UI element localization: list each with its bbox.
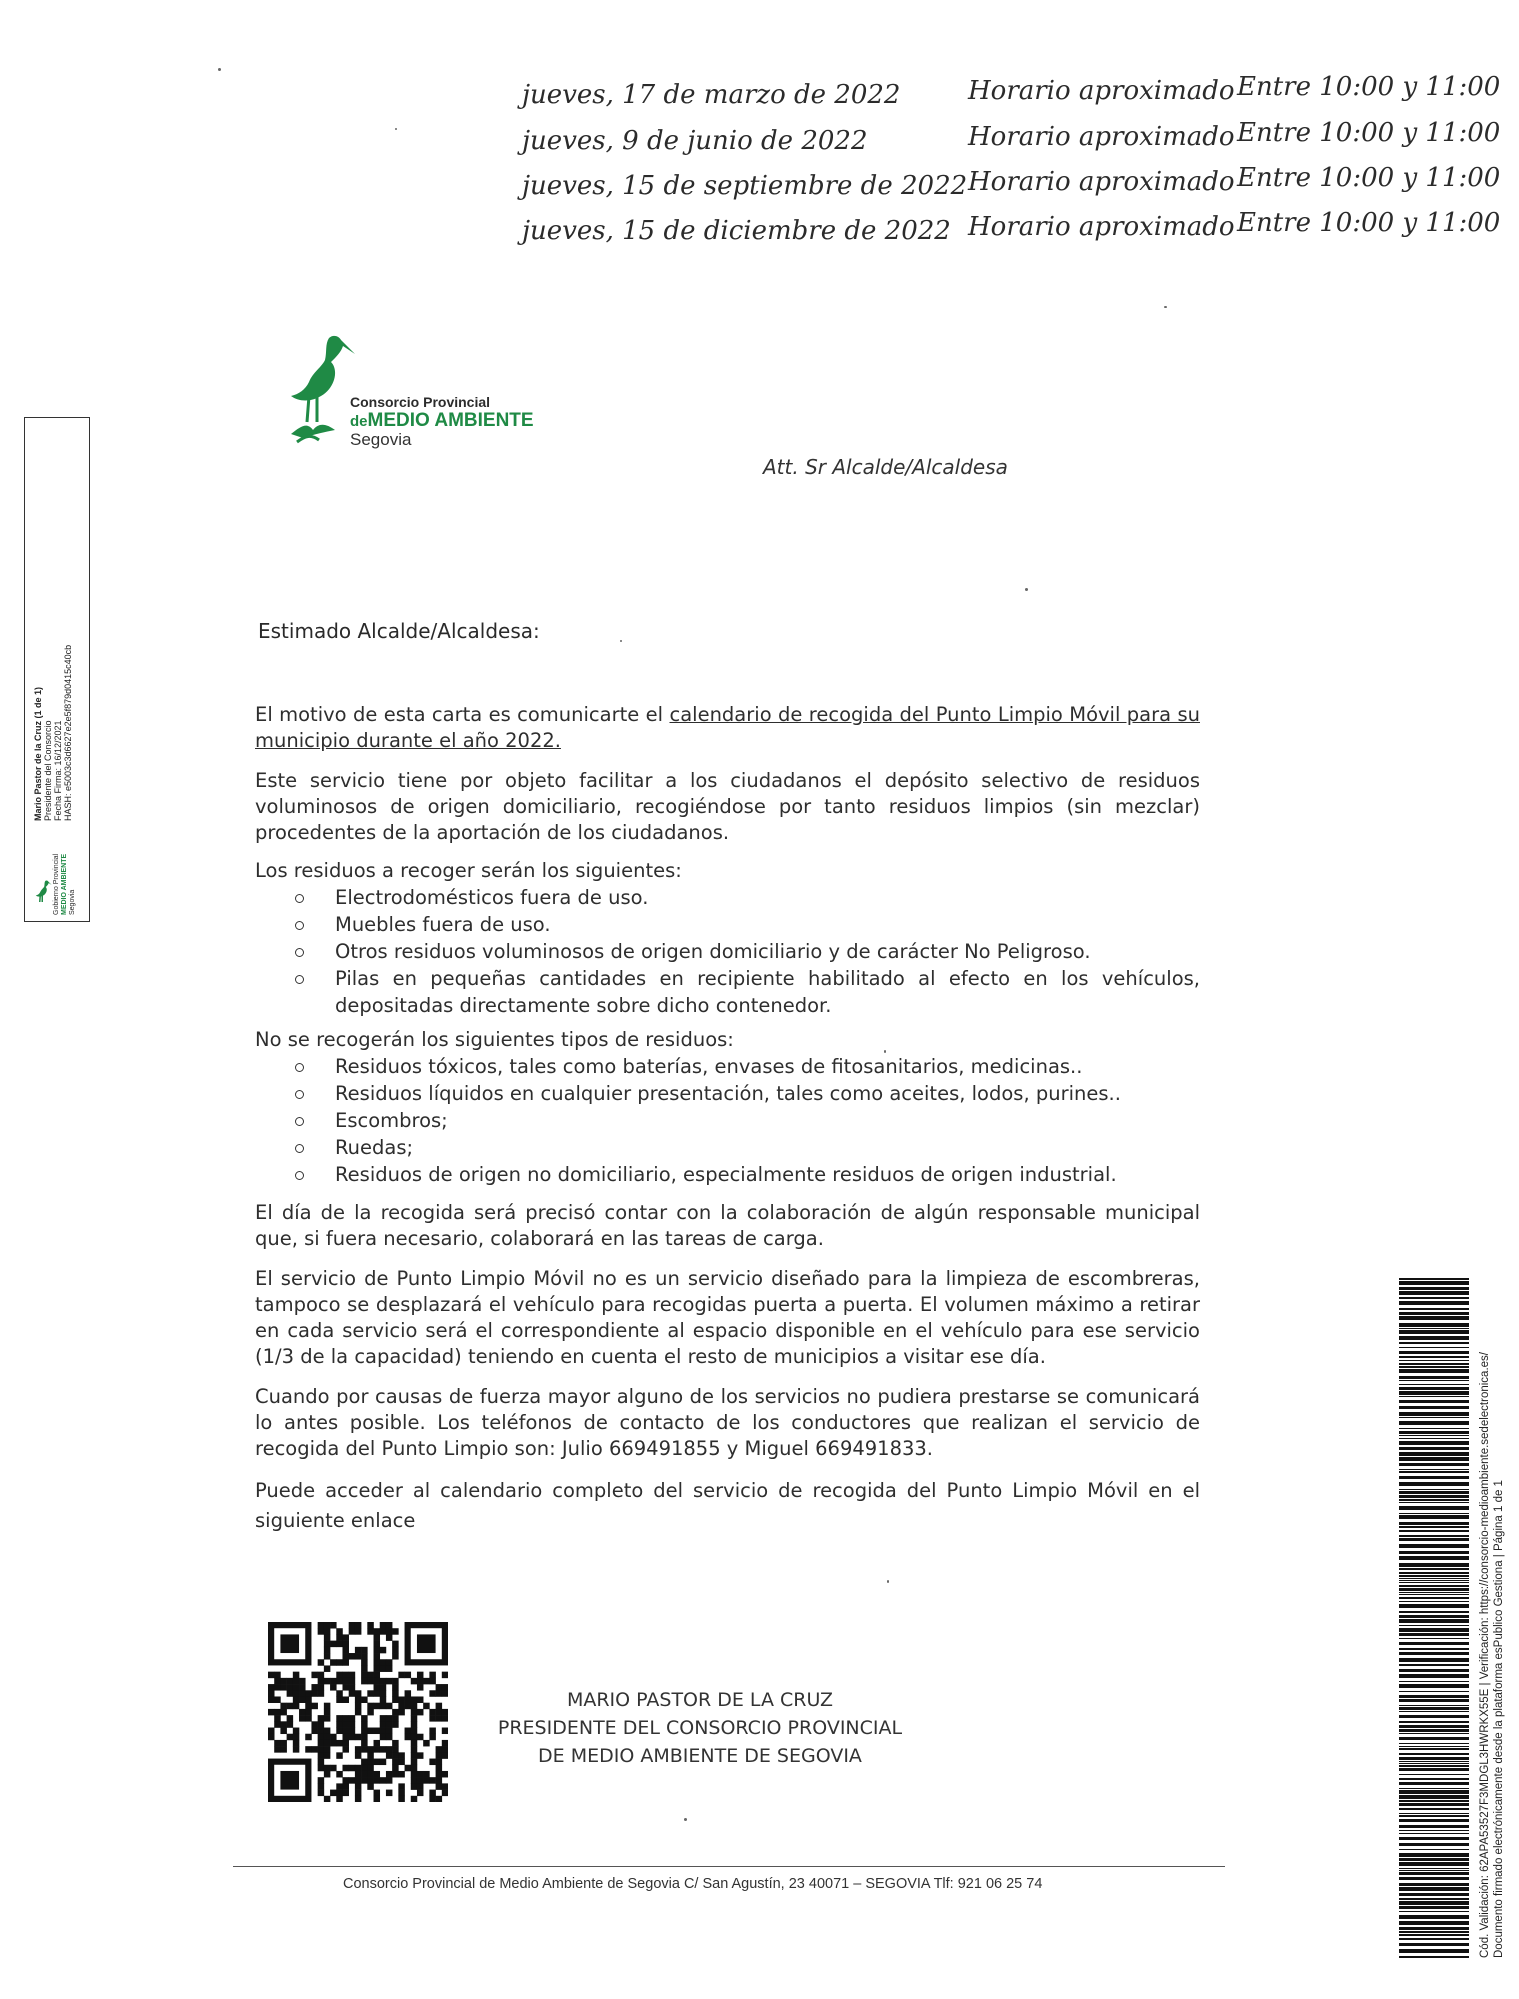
footer-address: Consorcio Provincial de Medio Ambiente de Segovia C/ San Agustín, 23 40071 – SEGOVIA Tlf: 921 06 25 74 — [343, 1876, 1043, 1892]
signature-stamp — [24, 417, 90, 922]
logo-line2-main: MEDIO AMBIENTE — [367, 410, 534, 431]
schedule-date: jueves, 15 de diciembre de 2022 — [522, 216, 951, 246]
scan-speck — [884, 1050, 886, 1053]
stamp-role: Presidente del Consorcio — [43, 720, 53, 821]
verification-line-1: Cód. Validación: 62APA53527F3MDGL3HWRKX55E | Verificación: https://consorcio-medioambiente.sedelectronica.es/ — [1479, 1352, 1491, 1958]
stamp-logo-line2: MEDIO AMBIENTE — [61, 853, 68, 915]
scan-speck — [887, 1580, 889, 1583]
scan-speck — [620, 640, 622, 642]
list-item: Muebles fuera de uso. — [255, 911, 1200, 938]
stamp-logo-line1: Gobierno Provincial — [53, 853, 60, 915]
signer-title-1: PRESIDENTE DEL CONSORCIO PROVINCIAL — [497, 1717, 903, 1739]
rejected-list — [255, 1053, 1200, 1188]
intro-prefix: El motivo de esta carta es comunicarte el — [255, 703, 670, 726]
verification-block — [1478, 1278, 1506, 1958]
greeting: Estimado Alcalde/Alcaldesa: — [258, 619, 540, 643]
list-item: Residuos tóxicos, tales como baterías, envases de fitosanitarios, medicinas.. — [255, 1053, 1200, 1080]
collaboration-paragraph: El día de la recogida será precisó contar con la colaboración de algún responsable municipal que, si fuera necesario, colaborará en las tareas de carga. — [255, 1201, 1200, 1250]
qr-code-icon — [268, 1622, 448, 1802]
schedule-label: Horario aproximado — [968, 212, 1235, 242]
attention-line: Att. Sr Alcalde/Alcaldesa — [763, 455, 1008, 479]
schedule-label: Horario aproximado — [968, 122, 1235, 152]
service-description: Este servicio tiene por objeto facilitar a los ciudadanos el depósito selectivo de residuos voluminosos de origen domiciliario, recogiéndose por tanto residuos limpios (sin mezclar) procedentes de la aportación de los ciudadanos. — [255, 769, 1200, 844]
intro-underlined: calendario de recogida del Punto Limpio Móvil para su municipio durante el año 2022. — [255, 703, 1200, 752]
schedule-label: Horario aproximado — [968, 76, 1235, 106]
stamp-logo-text — [53, 820, 83, 915]
scan-speck — [1164, 306, 1167, 308]
accepted-list — [255, 884, 1200, 1019]
list-item: Otros residuos voluminosos de origen domiciliario y de carácter No Peligroso. — [255, 938, 1200, 965]
intro-paragraph — [255, 702, 1200, 754]
schedule-time: Entre 10:00 y 11:00 — [1237, 163, 1501, 193]
stamp-date: Fecha Firma: 16/12/2021 — [53, 720, 63, 821]
schedule-time: Entre 10:00 y 11:00 — [1237, 208, 1501, 238]
rejected-heading: No se recogerán los siguientes tipos de residuos: — [255, 1028, 734, 1051]
list-item: Pilas en pequeñas cantidades en recipiente habilitado al efecto en los vehículos, depositadas directamente sobre dicho contenedor. — [255, 965, 1200, 1019]
consortium-logo — [285, 330, 545, 450]
logo-line3: Segovia — [350, 430, 412, 449]
logo-line2-prefix: de — [350, 413, 368, 430]
list-item: Ruedas; — [255, 1134, 1200, 1161]
stamp-logo-line3: Segovia — [69, 889, 76, 915]
signer-title-2: DE MEDIO AMBIENTE DE SEGOVIA — [538, 1745, 862, 1767]
signer-name: MARIO PASTOR DE LA CRUZ — [566, 1689, 834, 1711]
logo-line2 — [350, 410, 534, 432]
schedule-time: Entre 10:00 y 11:00 — [1237, 72, 1501, 102]
schedule-label: Horario aproximado — [968, 167, 1235, 197]
stamp-hash: HASH: e5003c3d6627e2e5f879d0415c40cb — [63, 644, 73, 821]
scan-speck — [218, 68, 221, 71]
list-item: Electrodomésticos fuera de uso. — [255, 884, 1200, 911]
footer-divider — [233, 1866, 1225, 1867]
scan-speck — [395, 128, 397, 130]
stork-icon — [31, 879, 55, 909]
schedule-date: jueves, 17 de marzo de 2022 — [522, 80, 901, 110]
scope-paragraph: El servicio de Punto Limpio Móvil no es un servicio diseñado para la limpieza de escombreras, tampoco se desplazará el vehículo para recogidas puerta a puerta. El volumen máximo a retirar en cada servicio será el correspondiente al espacio disponible en el vehículo para ese servicio (1/3 de la capacidad) teniendo en cuenta el resto de municipios a visitar ese día. — [255, 1267, 1200, 1368]
list-item: Escombros; — [255, 1107, 1200, 1134]
verification-line-2: Documento firmado electrónicamente desde la plataforma esPublico Gestiona | Página 1 de 1 — [1493, 1480, 1505, 1958]
scan-speck — [684, 1818, 687, 1821]
contact-paragraph: Cuando por causas de fuerza mayor alguno de los servicios no pudiera prestarse se comunicará lo antes posible. Los teléfonos de contacto de los conductores que realizan el servicio de recogida del Punto Limpio son: Julio 669491855 y Miguel 669491833. — [255, 1385, 1200, 1460]
list-item: Residuos de origen no domiciliario, especialmente residuos de origen industrial. — [255, 1161, 1200, 1188]
accepted-heading: Los residuos a recoger serán los siguientes: — [255, 859, 682, 882]
schedule-date: jueves, 9 de junio de 2022 — [522, 126, 868, 156]
stamp-signer: Mario Pastor de la Cruz (1 de 1) — [33, 686, 43, 821]
logo-line1: Consorcio Provincial — [350, 394, 491, 410]
letter-body — [255, 702, 1200, 1536]
scan-speck — [1025, 588, 1028, 591]
link-paragraph: Puede acceder al calendario completo del servicio de recogida del Punto Limpio Móvil en el siguiente enlace — [255, 1479, 1200, 1532]
stamp-logo — [29, 820, 85, 915]
list-item: Residuos líquidos en cualquier presentación, tales como aceites, lodos, purines.. — [255, 1080, 1200, 1107]
stork-icon — [285, 330, 355, 450]
schedule-time: Entre 10:00 y 11:00 — [1237, 118, 1501, 148]
schedule-date: jueves, 15 de septiembre de 2022 — [522, 171, 968, 201]
barcode-icon — [1399, 1278, 1469, 1958]
